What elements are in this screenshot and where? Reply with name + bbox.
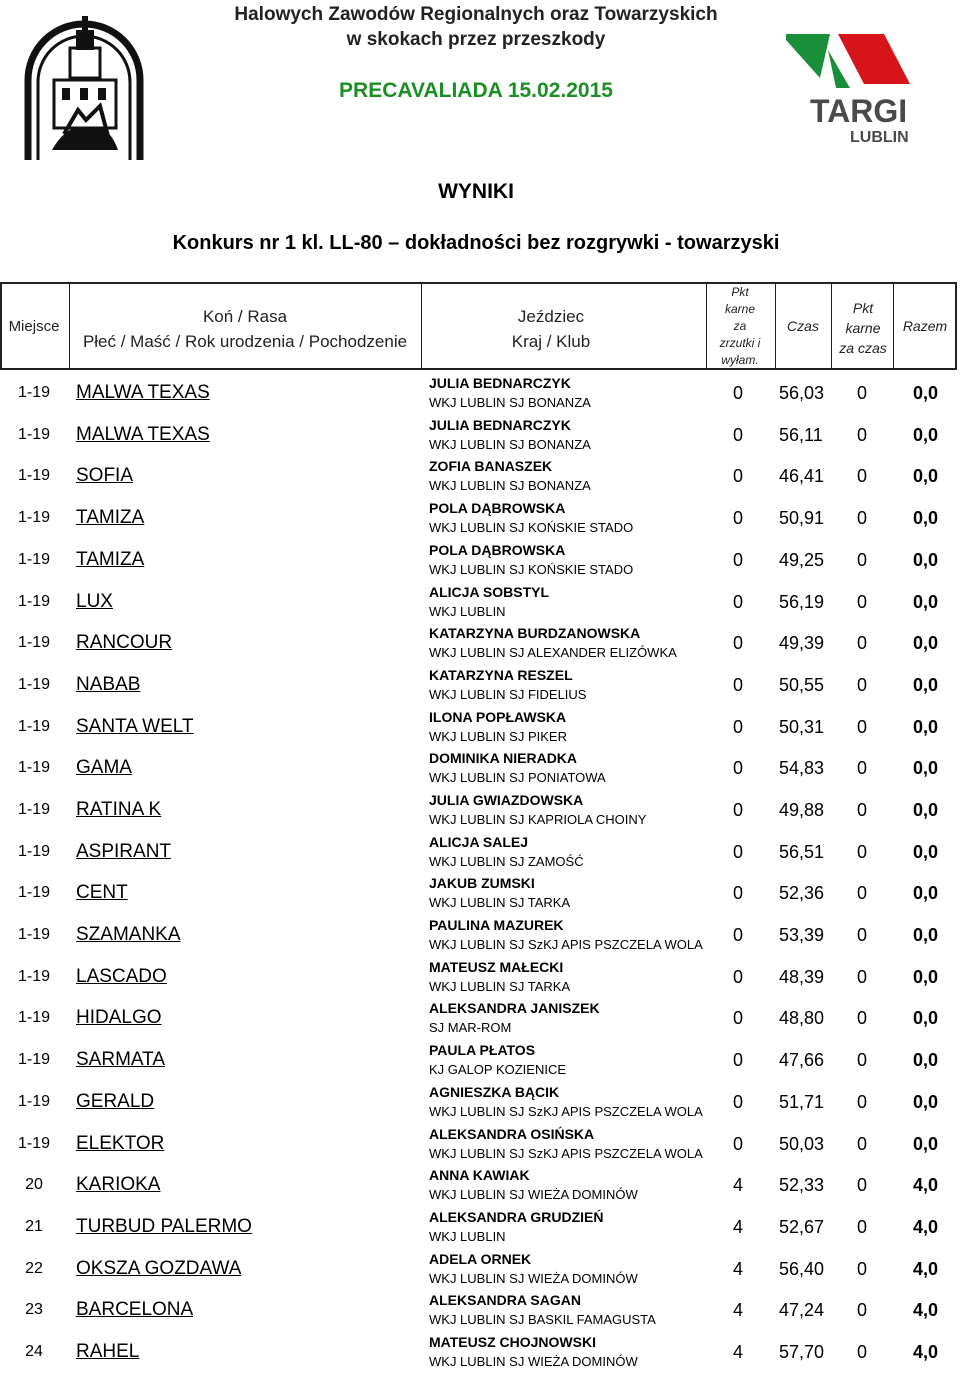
table-row (0, 709, 960, 751)
table-row (0, 542, 960, 584)
rider-name: MATEUSZ CHOJNOWSKI (429, 1334, 596, 1350)
penalty-time: 0 (857, 717, 868, 737)
time: 46,41 (779, 466, 825, 486)
time: 56,51 (779, 842, 825, 862)
rider-name: ALEKSANDRA SAGAN (429, 1292, 581, 1308)
club-name: WKJ LUBLIN SJ TARKA (429, 895, 571, 910)
place: 1-19 (17, 676, 51, 693)
table-row (0, 417, 960, 459)
event-date-title: PRECAVALIADA 15.02.2015 (339, 79, 613, 102)
header-pkt1-l2: karne (724, 302, 756, 316)
place: 23 (25, 1301, 43, 1318)
table-row (0, 584, 960, 626)
table-row (0, 792, 960, 834)
club-name: WKJ LUBLIN SJ WIEŻA DOMINÓW (429, 1187, 638, 1202)
total: 0,0 (912, 925, 938, 945)
horse-name: NABAB (76, 674, 141, 695)
penalty-time: 0 (857, 425, 868, 445)
rider-name: ALEKSANDRA OSIŃSKA (429, 1126, 595, 1142)
club-name: SJ MAR-ROM (429, 1020, 512, 1035)
time: 50,03 (779, 1134, 825, 1154)
penalty-jumps: 0 (733, 633, 744, 653)
penalty-time: 0 (857, 550, 868, 570)
table-row (0, 458, 960, 500)
place: 1-19 (17, 384, 51, 401)
table-row (0, 1000, 960, 1042)
event-title-line1: Halowych Zawodów Regionalnych oraz Towarzyskich (234, 4, 718, 25)
penalty-time: 0 (857, 925, 868, 945)
place: 22 (25, 1260, 43, 1277)
table-row (0, 625, 960, 667)
total: 0,0 (912, 1092, 938, 1112)
table-row (0, 1126, 960, 1168)
time: 47,24 (779, 1300, 825, 1320)
rider-name: POLA DĄBROWSKA (429, 500, 566, 516)
club-name: WKJ LUBLIN (429, 604, 506, 619)
penalty-time: 0 (857, 1050, 868, 1070)
total: 4,0 (912, 1259, 938, 1279)
club-name: WKJ LUBLIN SJ ZAMOŚĆ (429, 854, 584, 869)
rider-name: JULIA GWIAZDOWSKA (429, 792, 584, 808)
penalty-time: 0 (857, 633, 868, 653)
header-rider-line2: Kraj / Klub (511, 332, 591, 351)
club-name: WKJ LUBLIN SJ PONIATOWA (429, 770, 606, 785)
penalty-time: 0 (857, 1342, 868, 1362)
total: 0,0 (912, 800, 938, 820)
horse-name: RANCOUR (76, 632, 173, 653)
horse-name: ASPIRANT (76, 841, 172, 862)
club-name: WKJ LUBLIN SJ WIEŻA DOMINÓW (429, 1354, 638, 1369)
place: 1-19 (17, 593, 51, 610)
place: 1-19 (17, 1093, 51, 1110)
club-name: WKJ LUBLIN SJ BONANZA (429, 478, 591, 493)
penalty-jumps: 0 (733, 466, 744, 486)
horse-name: TAMIZA (76, 549, 145, 570)
club-name: WKJ LUBLIN SJ WIEŻA DOMINÓW (429, 1271, 638, 1286)
header-pkt1-l4: zrzutki i (719, 336, 761, 350)
time: 47,66 (779, 1050, 825, 1070)
table-row (0, 1167, 960, 1209)
rider-name: JAKUB ZUMSKI (429, 875, 535, 891)
place: 1-19 (17, 634, 51, 651)
penalty-time: 0 (857, 466, 868, 486)
place: 24 (25, 1343, 43, 1360)
header-horse-line2: Płeć / Maść / Rok urodzenia / Pochodzenie (82, 332, 408, 351)
rider-name: ALEKSANDRA GRUDZIEŃ (429, 1209, 604, 1225)
penalty-time: 0 (857, 758, 868, 778)
penalty-time: 0 (857, 1300, 868, 1320)
header-horse (70, 304, 420, 354)
horse-name: MALWA TEXAS (76, 424, 210, 445)
horse-name: MALWA TEXAS (76, 382, 210, 403)
place: 20 (25, 1176, 43, 1193)
time: 49,39 (779, 633, 825, 653)
header-miejsce: Miejsce (8, 318, 60, 335)
table-row (0, 1084, 960, 1126)
penalty-time: 0 (857, 883, 868, 903)
total: 0,0 (912, 1134, 938, 1154)
place: 1-19 (17, 467, 51, 484)
total: 0,0 (912, 1050, 938, 1070)
rider-name: ANNA KAWIAK (429, 1167, 530, 1183)
time: 52,33 (779, 1175, 825, 1195)
header-pkt2-l3: za czas (839, 340, 887, 356)
penalty-time: 0 (857, 508, 868, 528)
place: 21 (25, 1218, 43, 1235)
penalty-time: 0 (857, 1092, 868, 1112)
horse-name: HIDALGO (76, 1007, 162, 1028)
place: 1-19 (17, 884, 51, 901)
horse-name: GAMA (76, 757, 132, 778)
place: 1-19 (17, 843, 51, 860)
place: 1-19 (17, 968, 51, 985)
horse-name: SOFIA (76, 465, 134, 486)
horse-name: GERALD (76, 1091, 155, 1112)
total: 0,0 (912, 758, 938, 778)
time: 52,36 (779, 883, 825, 903)
club-name: KJ GALOP KOZIENICE (429, 1062, 567, 1077)
total: 0,0 (912, 883, 938, 903)
event-title-line2: w skokach przez przeszkody (346, 29, 606, 50)
header-total: Razem (902, 318, 948, 334)
time: 53,39 (779, 925, 825, 945)
place: 1-19 (17, 1051, 51, 1068)
penalty-jumps: 0 (733, 1134, 744, 1154)
penalty-time: 0 (857, 383, 868, 403)
horse-name: TURBUD PALERMO (76, 1216, 252, 1237)
penalty-jumps: 4 (733, 1217, 744, 1237)
total: 0,0 (912, 842, 938, 862)
penalty-jumps: 0 (733, 383, 744, 403)
penalty-time: 0 (857, 1217, 868, 1237)
club-name: WKJ LUBLIN SJ KOŃSKIE STADO (429, 562, 634, 577)
time: 50,55 (779, 675, 825, 695)
club-name: WKJ LUBLIN SJ SzKJ APIS PSZCZELA WOLA (429, 937, 703, 952)
table-row (0, 667, 960, 709)
table-row (0, 500, 960, 542)
table-row (0, 875, 960, 917)
logo-lublin-text: LUBLIN (850, 129, 909, 145)
table-row (0, 1334, 960, 1376)
header-penalty-time (832, 298, 894, 358)
penalty-jumps: 0 (733, 800, 744, 820)
horse-name: SANTA WELT (76, 716, 194, 737)
penalty-time: 0 (857, 842, 868, 862)
table-row (0, 917, 960, 959)
club-name: WKJ LUBLIN SJ BONANZA (429, 395, 591, 410)
total: 4,0 (912, 1342, 938, 1362)
horse-name: LUX (76, 591, 113, 612)
time: 54,83 (779, 758, 825, 778)
header-rider (422, 304, 680, 354)
club-name: WKJ LUBLIN SJ SzKJ APIS PSZCZELA WOLA (429, 1104, 703, 1119)
penalty-jumps: 0 (733, 842, 744, 862)
penalty-time: 0 (857, 1008, 868, 1028)
penalty-jumps: 0 (733, 967, 744, 987)
table-row (0, 375, 960, 417)
total: 0,0 (912, 508, 938, 528)
penalty-jumps: 0 (733, 925, 744, 945)
time: 56,03 (779, 383, 825, 403)
total: 4,0 (912, 1175, 938, 1195)
place: 1-19 (17, 926, 51, 943)
table-row (0, 1292, 960, 1334)
penalty-jumps: 0 (733, 758, 744, 778)
total: 0,0 (912, 550, 938, 570)
competition-title: Konkurs nr 1 kl. LL-80 – dokładności bez rozgrywki - towarzyski (172, 232, 780, 254)
time: 50,91 (779, 508, 825, 528)
rider-name: JULIA BEDNARCZYK (429, 417, 571, 433)
penalty-time: 0 (857, 1175, 868, 1195)
penalty-jumps: 0 (733, 675, 744, 695)
header-penalty-jumps (706, 284, 774, 369)
table-row (0, 1251, 960, 1293)
place: 1-19 (17, 718, 51, 735)
time: 57,70 (779, 1342, 825, 1362)
total: 0,0 (912, 383, 938, 403)
rider-name: AGNIESZKA BĄCIK (429, 1084, 560, 1100)
header-time: Czas (787, 318, 819, 334)
penalty-jumps: 0 (733, 550, 744, 570)
horse-name: CENT (76, 882, 128, 903)
header-pkt1-l1: Pkt (731, 285, 749, 299)
table-row (0, 1042, 960, 1084)
rider-name: KATARZYNA BURDZANOWSKA (429, 625, 641, 641)
time: 49,88 (779, 800, 825, 820)
penalty-jumps: 0 (733, 1050, 744, 1070)
header-pkt1-l3: za (733, 319, 747, 333)
penalty-jumps: 4 (733, 1342, 744, 1362)
rider-name: ILONA POPŁAWSKA (429, 709, 567, 725)
time: 48,80 (779, 1008, 825, 1028)
horse-name: RAHEL (76, 1341, 140, 1362)
penalty-jumps: 0 (733, 592, 744, 612)
rider-name: JULIA BEDNARCZYK (429, 375, 571, 391)
penalty-jumps: 0 (733, 1092, 744, 1112)
header-pkt2-l2: karne (845, 320, 881, 336)
place: 1-19 (17, 801, 51, 818)
time: 56,40 (779, 1259, 825, 1279)
penalty-jumps: 0 (733, 717, 744, 737)
table-row (0, 834, 960, 876)
horse-name: LASCADO (76, 966, 167, 987)
club-name: WKJ LUBLIN SJ TARKA (429, 979, 571, 994)
rider-name: MATEUSZ MAŁECKI (429, 959, 564, 975)
rider-name: PAULA PŁATOS (429, 1042, 536, 1058)
club-name: WKJ LUBLIN SJ FIDELIUS (429, 687, 587, 702)
penalty-time: 0 (857, 592, 868, 612)
header-pkt1-l5: wyłam. (721, 353, 759, 367)
penalty-time: 0 (857, 800, 868, 820)
penalty-time: 0 (857, 967, 868, 987)
horse-name: BARCELONA (76, 1299, 194, 1320)
horse-name: ELEKTOR (76, 1133, 165, 1154)
header-rider-line1: Jeździec (517, 307, 585, 326)
total: 0,0 (912, 466, 938, 486)
logo-targi-text: TARGI (810, 93, 908, 129)
penalty-jumps: 4 (733, 1259, 744, 1279)
time: 56,19 (779, 592, 825, 612)
time: 49,25 (779, 550, 825, 570)
total: 0,0 (912, 592, 938, 612)
results-heading: WYNIKI (438, 180, 514, 203)
penalty-jumps: 0 (733, 508, 744, 528)
rider-name: ZOFIA BANASZEK (429, 458, 553, 474)
total: 4,0 (912, 1217, 938, 1237)
club-name: WKJ LUBLIN SJ KAPRIOLA CHOINY (429, 812, 647, 827)
table-row (0, 750, 960, 792)
header-horse-line1: Koń / Rasa (202, 307, 288, 326)
place: 1-19 (17, 1009, 51, 1026)
club-name: WKJ LUBLIN SJ ALEXANDER ELIZÓWKA (429, 645, 677, 660)
horse-name: SARMATA (76, 1049, 166, 1070)
table-row (0, 1209, 960, 1251)
horse-name: SZAMANKA (76, 924, 181, 945)
club-name: WKJ LUBLIN SJ KOŃSKIE STADO (429, 520, 634, 535)
table-row (0, 959, 960, 1001)
time: 48,39 (779, 967, 825, 987)
rider-name: ALEKSANDRA JANISZEK (429, 1000, 600, 1016)
place: 1-19 (17, 426, 51, 443)
penalty-jumps: 4 (733, 1300, 744, 1320)
penalty-jumps: 0 (733, 425, 744, 445)
rider-name: POLA DĄBROWSKA (429, 542, 566, 558)
club-name: WKJ LUBLIN SJ SzKJ APIS PSZCZELA WOLA (429, 1146, 703, 1161)
total: 0,0 (912, 717, 938, 737)
club-name: WKJ LUBLIN SJ PIKER (429, 729, 567, 744)
time: 52,67 (779, 1217, 825, 1237)
penalty-time: 0 (857, 1134, 868, 1154)
penalty-time: 0 (857, 675, 868, 695)
time: 51,71 (779, 1092, 825, 1112)
horse-name: KARIOKA (76, 1174, 161, 1195)
horse-name: TAMIZA (76, 507, 145, 528)
rider-name: DOMINIKA NIERADKA (429, 750, 578, 766)
time: 56,11 (779, 425, 823, 445)
header-pkt2-l1: Pkt (852, 300, 874, 316)
total: 0,0 (912, 633, 938, 653)
penalty-jumps: 0 (733, 883, 744, 903)
rider-name: KATARZYNA RESZEL (429, 667, 573, 683)
rider-name: PAULINA MAZUREK (429, 917, 564, 933)
penalty-jumps: 4 (733, 1175, 744, 1195)
time: 50,31 (779, 717, 825, 737)
total: 4,0 (912, 1300, 938, 1320)
rider-name: ALICJA SOBSTYL (429, 584, 550, 600)
horse-name: RATINA K (76, 799, 162, 820)
total: 0,0 (912, 1008, 938, 1028)
place: 1-19 (17, 509, 51, 526)
total: 0,0 (912, 967, 938, 987)
penalty-time: 0 (857, 1259, 868, 1279)
rider-name: ADELA ORNEK (429, 1251, 532, 1267)
club-name: WKJ LUBLIN SJ BASKIL FAMAGUSTA (429, 1312, 656, 1327)
place: 1-19 (17, 759, 51, 776)
rider-name: ALICJA SALEJ (429, 834, 529, 850)
club-name: WKJ LUBLIN SJ BONANZA (429, 437, 591, 452)
place: 1-19 (17, 551, 51, 568)
club-name: WKJ LUBLIN (429, 1229, 506, 1244)
total: 0,0 (912, 425, 938, 445)
horse-name: OKSZA GOZDAWA (76, 1258, 242, 1279)
place: 1-19 (17, 1135, 51, 1152)
penalty-jumps: 0 (733, 1008, 744, 1028)
total: 0,0 (912, 675, 938, 695)
